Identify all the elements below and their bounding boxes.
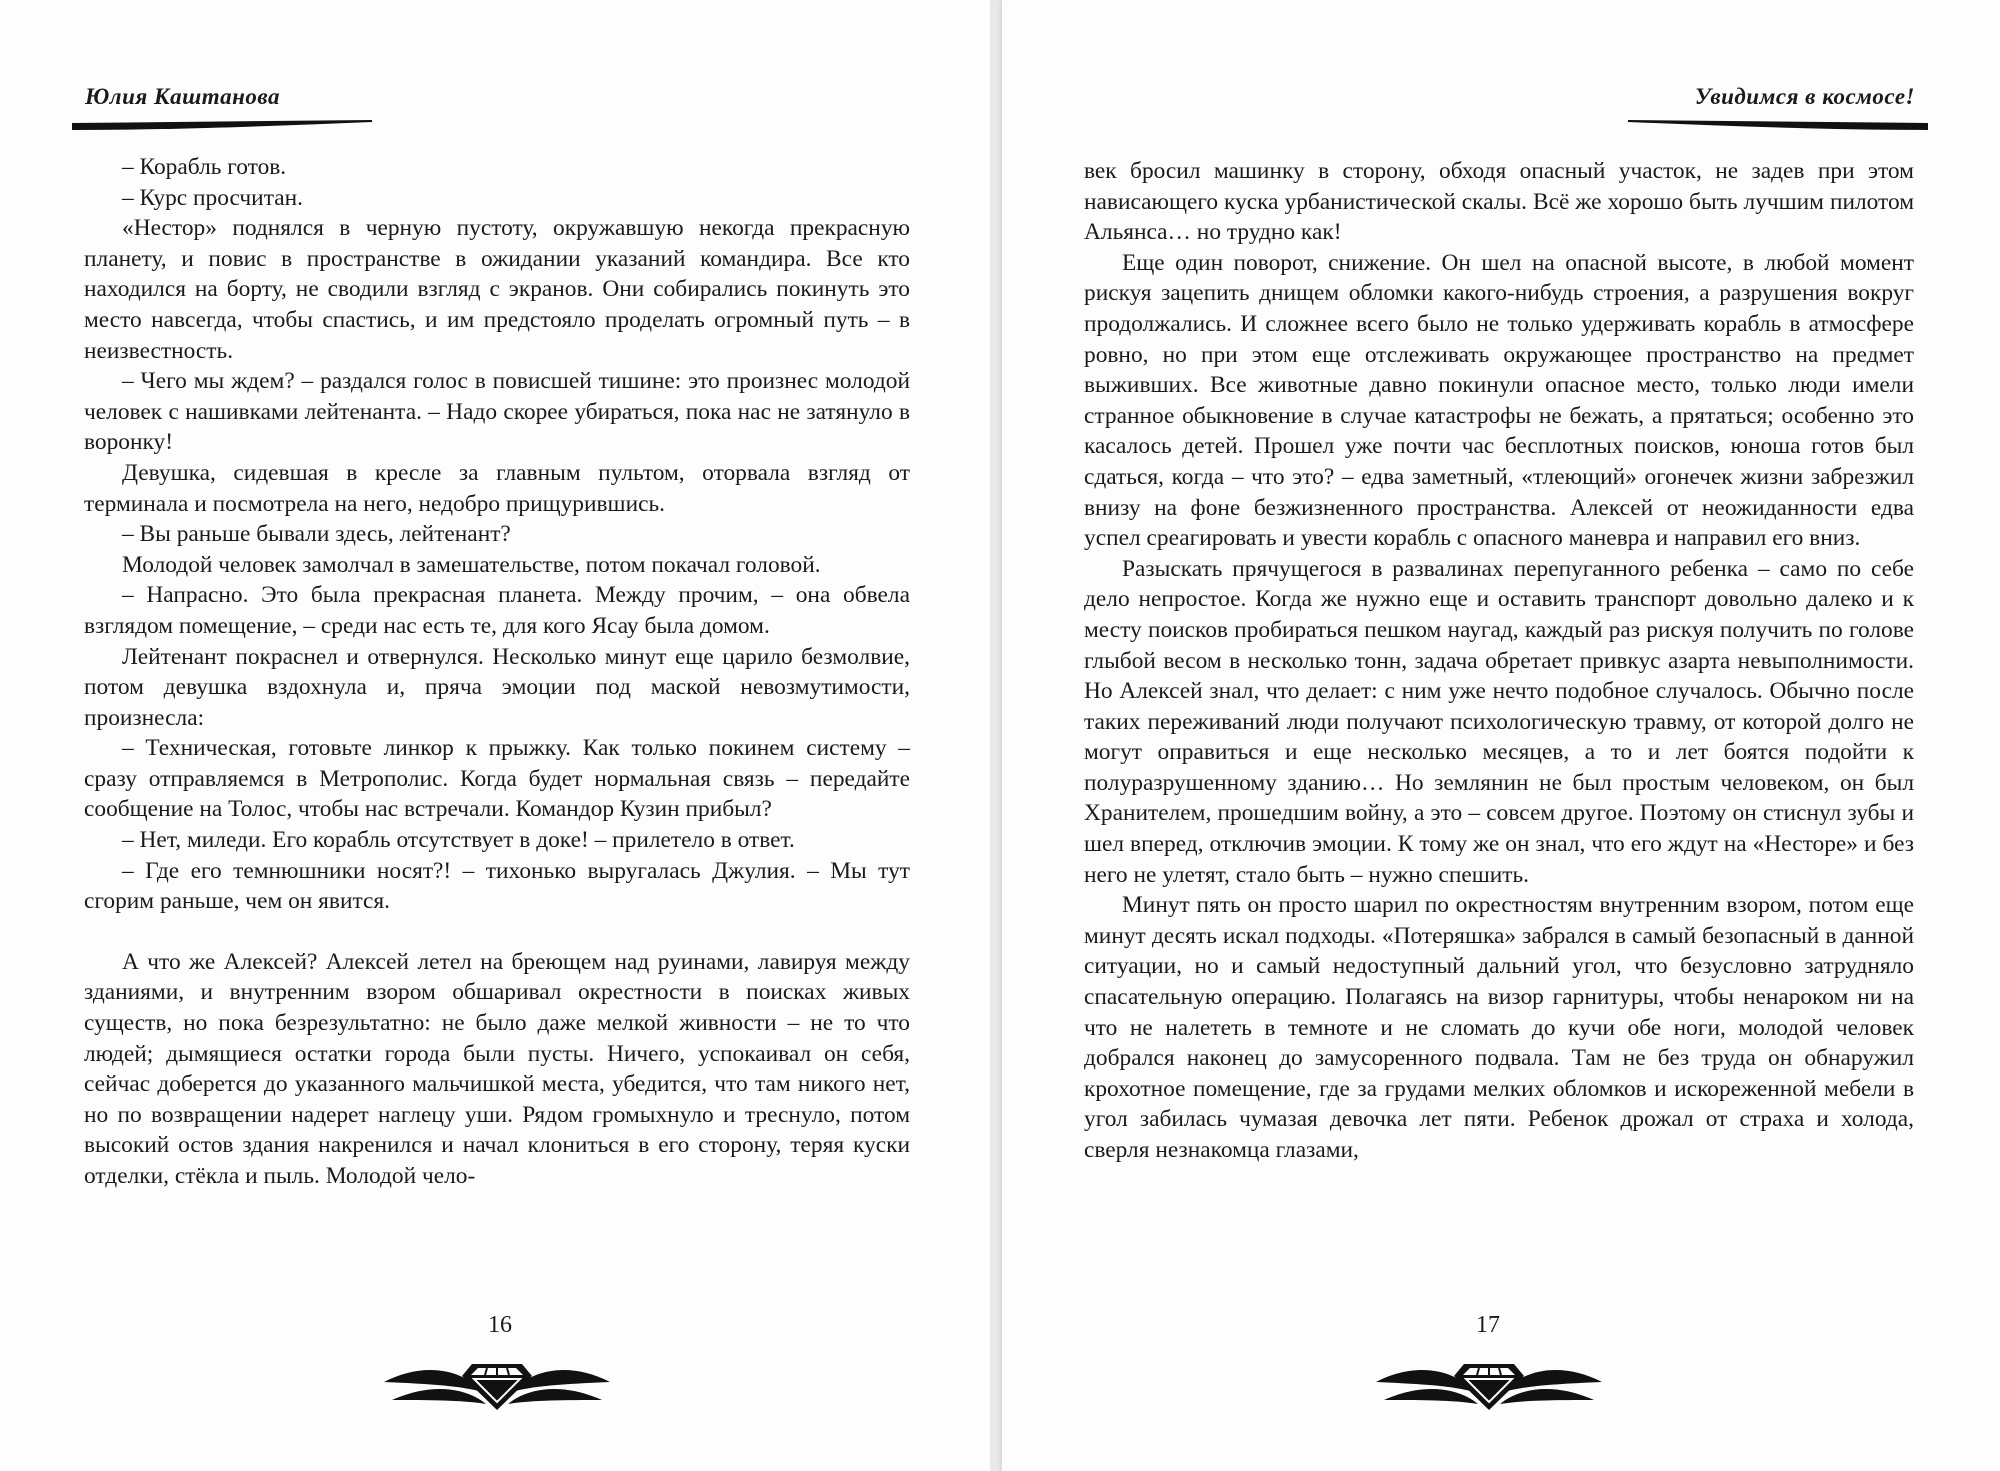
header-rule xyxy=(1628,118,1928,132)
paragraph: – Техническая, готовьте линкор к прыжку. Как только покинем систему – сразу отправляемся в Метрополис. Когда будет нормальная связь – передайте сообщение на Толос, чтобы нас встречали. Командор Кузин прибыл? xyxy=(84,735,910,823)
diamond-ornament-icon xyxy=(382,1342,612,1412)
paragraph: век бросил машинку в сторону, обходя опасный участок, не задев при этом нависающего куска урбанистической скалы. Всё же хорошо быть лучшим пилотом Альянса… но трудно как! xyxy=(1084,158,1914,246)
paragraph: Молодой человек замолчал в замешательстве, потом покачал головой. xyxy=(122,551,821,578)
paragraph: – Нет, миледи. Его корабль отсутствует в доке! – прилетело в ответ. xyxy=(122,827,795,854)
running-header-author: Юлия Каштанова xyxy=(85,84,281,109)
left-page xyxy=(0,0,990,1471)
paragraph: – Курс просчитан. xyxy=(122,184,303,211)
section-break xyxy=(84,917,910,947)
diamond-ornament-icon xyxy=(1374,1342,1604,1412)
left-page-body xyxy=(84,152,910,1192)
paragraph: Девушка, сидевшая в кресле за главным пультом, оторвала взгляд от терминала и посмотрела на него, недобро прищурившись. xyxy=(84,459,910,517)
paragraph: – Вы раньше бывали здесь, лейтенант? xyxy=(122,521,511,548)
paragraph: Разыскать прячущегося в развалинах перепуганного ребенка – само по себе дело непростое. Когда же нужно еще и оставить транспорт довольно далеко и к месту поисков пробираться пешком наугад, каждый раз рискуя получить по голове глыбой весом в несколько тонн, задача обретает привкус азарта невыполнимости. Но Алексей знал, что делает: с ним уже нечто подобное случалось. Обычно после таких переживаний люди получают психологическую травму, от которой долго не могут оправиться и еще несколько месяцев, а то и лет боятся подойти к полуразрушенному зданию… Но землянин не был простым человеком, он был Хранителем, прошедшим войну, а это – совсем другое. Поэтому он стиснул зубы и шел вперед, отключив эмоции. К тому же он знал, что его ждут на «Несторе» и без него не улетят, стало быть – нужно спешить. xyxy=(1084,555,1914,888)
paragraph: – Чего мы ждем? – раздался голос в повисшей тишине: это произнес молодой человек с нашивками лейтенанта. – Надо скорее убираться, пока нас не затянуло в воронку! xyxy=(84,368,910,456)
paragraph: – Напрасно. Это была прекрасная планета. Между прочим, – она обвела взглядом помещение, – среди нас есть те, для кого Ясау была домом. xyxy=(84,582,910,639)
paragraph: – Корабль готов. xyxy=(122,154,287,180)
header-rule xyxy=(72,118,372,132)
page-number: 17 xyxy=(1476,1312,1500,1338)
paragraph: «Нестор» поднялся в черную пустоту, окружавшую некогда прекрасную планету, и повис в пространстве в ожидании указаний командира. Все кто находился на борту, не сводили взгляд с экранов. Они собирались покинуть это место навсегда, чтобы спастись, и им предстояло проделать огромный путь – в неизвестность. xyxy=(84,215,910,364)
paragraph: Еще один поворот, снижение. Он шел на опасной высоте, в любой момент рискуя зацепить днищем обломки какого-нибудь строения, а разрушения вокруг продолжались. И сложнее всего было не только удерживать корабль в атмосфере ровно, но при этом еще отслеживать окружающее пространство на предмет выживших. Все животные давно покинули опасное место, только люди имели странное обыкновение в случае катастрофы не бежать, а прятаться; особенно это касалось детей. Прошел уже почти час бесплотных поисков, юноша готов был сдаться, когда – что это? – едва заметный, «тлеющий» огонечек жизни забрезжил внизу на фоне безжизненного пространства. Алексей от неожиданности едва успел среагировать и увести корабль с опасного маневра и направил его вниз. xyxy=(1084,249,1914,552)
running-header-title: Увидимся в космосе! xyxy=(1694,84,1915,109)
paragraph: – Где его темнюшники носят?! – тихонько выругалась Джулия. – Мы тут сгорим раньше, чем он явится. xyxy=(84,857,910,915)
paragraph: А что же Алексей? Алексей летел на бреющем над руинами, лавируя между зданиями, и внутренним взором обшаривал окрестности в поисках живых существ, но пока безрезультатно: не было даже мелкой живности – не то что людей; дымящиеся остатки города были пусты. Ничего, успокаивал он себя, сейчас доберется до указанного мальчишкой места, убедится, что там никого нет, но по возвращении надерет наглецу уши. Рядом громыхнуло и треснуло, потом высокий остов здания накренился и начал клониться в его сторону, теряя куски отделки, стёкла и пыль. Молодой чело- xyxy=(84,948,910,1189)
paragraph: Минут пять он просто шарил по окрестностям внутренним взором, потом еще минут десять искал подходы. «Потеряшка» забрался в самый безопасный в данной ситуации, но и самый недоступный дальний угол, что безусловно затрудняло спасательную операцию. Полагаясь на визор гарнитуры, чтобы ненароком ни на что не налететь в темноте и не сломать до кучи обе ноги, молодой человек добрался наконец до замусоренного подвала. Там не без труда он обнаружил крохотное помещение, где за грудами мелких обломков и искореженной мебели в угол забилась чумазая девочка лет пяти. Ребенок дрожал от страха и холода, сверля незнакомца глазами, xyxy=(1084,892,1914,1163)
page-number: 16 xyxy=(488,1312,512,1338)
paragraph: Лейтенант покраснел и отвернулся. Несколько минут еще царило безмолвие, потом девушка вздохнула и, пряча эмоции под маской невозмутимости, произнесла: xyxy=(84,643,910,731)
right-page-body xyxy=(1084,156,1914,1166)
right-page xyxy=(1002,0,2000,1471)
